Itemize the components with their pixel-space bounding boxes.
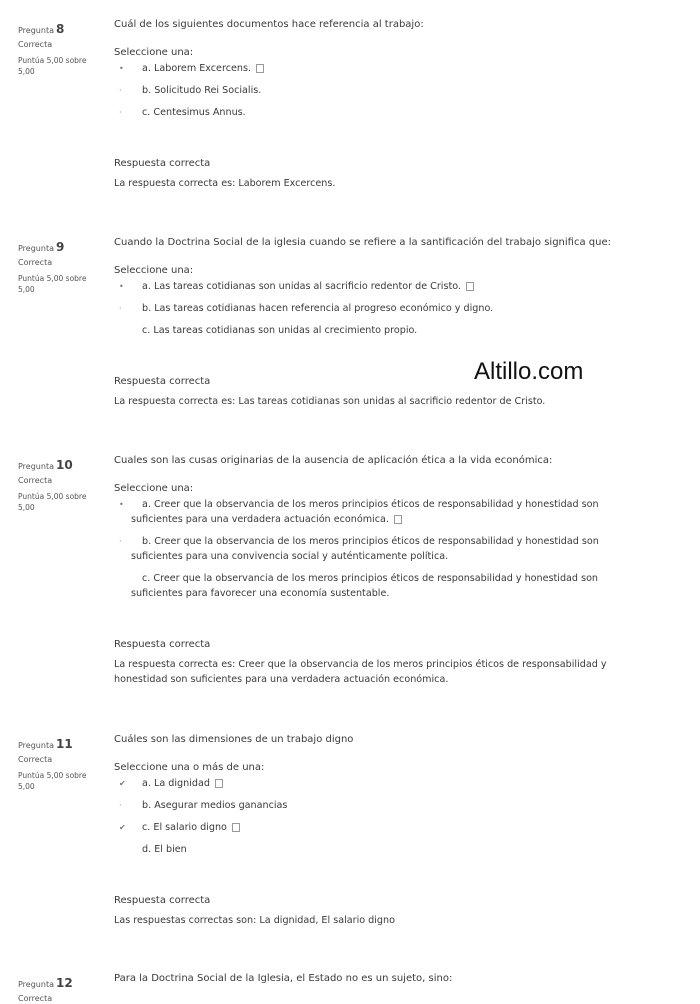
question-info: [18, 236, 108, 295]
option-letter: b.: [142, 85, 152, 96]
correct-check-icon: [232, 823, 240, 832]
feedback-text: La respuesta correcta es: Laborem Excercens.: [114, 178, 336, 189]
option-text: Las tareas cotidianas son unidas al sacrificio redentor de Cristo.: [154, 281, 461, 292]
option-letter: c.: [142, 107, 151, 118]
question-number: 12: [55, 976, 73, 990]
feedback-text: Las respuestas correctas son: La dignidad, El salario digno: [114, 915, 395, 926]
option-text: Creer que la observancia de los meros principios éticos de responsabilidad y honestidad son suficientes para una verdadera actuación económica.: [131, 499, 599, 525]
question-content: [114, 733, 684, 928]
option-letter: c.: [142, 573, 151, 584]
option-text: La dignidad: [154, 778, 210, 789]
question-label: Pregunta: [18, 980, 54, 989]
answer-option-c[interactable]: [114, 323, 684, 338]
option-text: Asegurar medios ganancias: [154, 800, 288, 811]
question-number: 8: [55, 22, 65, 36]
option-letter: b.: [142, 303, 152, 314]
option-letter: b.: [142, 800, 152, 811]
question-state: Correcta: [18, 40, 53, 49]
question-info: [18, 733, 108, 792]
answer-option-a[interactable]: [114, 776, 684, 791]
option-letter: a.: [142, 63, 151, 74]
answer-prompt: Seleccione una:: [114, 47, 194, 58]
option-text: Centesimus Annus.: [153, 107, 246, 118]
answer-option-c[interactable]: [114, 820, 684, 835]
feedback-label: Respuesta correcta: [114, 376, 211, 387]
question-content: [114, 454, 634, 687]
option-letter: c.: [142, 822, 151, 833]
checkmark-icon: ✔: [119, 779, 126, 788]
feedback-text: La respuesta correcta es: Las tareas cotidianas son unidas al sacrificio redentor de Cristo.: [114, 396, 546, 407]
question-grade: Puntúa 5,00 sobre 5,00: [18, 274, 87, 294]
question-label: Pregunta: [18, 462, 54, 471]
question-grade: Puntúa 5,00 sobre 5,00: [18, 492, 87, 512]
question-state: Correcta: [18, 755, 53, 764]
correct-check-icon: [394, 515, 402, 524]
question-text: Cuando la Doctrina Social de la iglesia cuando se refiere a la santificación del trabajo significa que:: [114, 237, 611, 248]
option-letter: a.: [142, 499, 151, 510]
question-content: [114, 236, 684, 409]
bullet-icon: ·: [119, 86, 122, 95]
feedback-label: Respuesta correcta: [114, 158, 211, 169]
bullet-icon: •: [119, 500, 124, 509]
answer-option-b[interactable]: [114, 83, 684, 98]
question-text: Cuáles son las dimensiones de un trabajo digno: [114, 734, 354, 745]
watermark-text: Altillo.com: [474, 358, 584, 385]
option-text: Las tareas cotidianas hacen referencia al progreso económico y digno.: [154, 303, 494, 314]
answer-option-a[interactable]: [114, 497, 634, 527]
answer-prompt: Seleccione una:: [114, 483, 194, 494]
answer-option-c[interactable]: [114, 571, 634, 601]
question-grade: Puntúa 5,00 sobre 5,00: [18, 771, 87, 791]
question-label: Pregunta: [18, 244, 54, 253]
bullet-icon: ·: [119, 537, 122, 546]
question-text: Cuál de los siguientes documentos hace referencia al trabajo:: [114, 19, 424, 30]
option-text: Las tareas cotidianas son unidas al crecimiento propio.: [153, 325, 418, 336]
question-label: Pregunta: [18, 26, 54, 35]
feedback-text: La respuesta correcta es: Creer que la observancia de los meros principios éticos de responsabilidad y honestidad son suficientes para una verdadera actuación económica.: [114, 659, 607, 685]
question-number: 10: [55, 458, 73, 472]
question-number: 9: [55, 240, 65, 254]
question-label: Pregunta: [18, 741, 54, 750]
answer-prompt: Seleccione una o más de una:: [114, 762, 265, 773]
question-grade: Puntúa 5,00 sobre 5,00: [18, 56, 87, 76]
question-info: [18, 18, 108, 77]
question-info: [18, 972, 108, 1003]
option-text: Creer que la observancia de los meros principios éticos de responsabilidad y honestidad son suficientes para favorecer una economía sustentable.: [131, 573, 599, 599]
question-content: [114, 972, 684, 986]
option-text: El salario digno: [153, 822, 227, 833]
question-text: Cuales son las cusas originarias de la ausencia de aplicación ética a la vida económica:: [114, 455, 553, 466]
question-state: Correcta: [18, 258, 53, 267]
option-letter: c.: [142, 325, 151, 336]
answer-option-d[interactable]: [114, 842, 684, 857]
question-text: Para la Doctrina Social de la Iglesia, el Estado no es un sujeto, sino:: [114, 973, 453, 984]
option-text: El bien: [154, 844, 187, 855]
question-state: Correcta: [18, 476, 53, 485]
checkmark-icon: ✔: [119, 823, 126, 832]
question-content: [114, 18, 684, 191]
question-state: Correcta: [18, 994, 53, 1003]
option-letter: a.: [142, 778, 151, 789]
answer-option-b[interactable]: [114, 301, 684, 316]
feedback-label: Respuesta correcta: [114, 639, 211, 650]
correct-check-icon: [466, 282, 474, 291]
answer-option-b[interactable]: [114, 534, 634, 564]
option-letter: a.: [142, 281, 151, 292]
correct-check-icon: [215, 779, 223, 788]
bullet-icon: ·: [119, 304, 122, 313]
bullet-icon: •: [119, 282, 124, 291]
answer-option-a[interactable]: [114, 279, 684, 294]
option-text: Creer que la observancia de los meros principios éticos de responsabilidad y honestidad son suficientes para una convivencia social y auténticamente política.: [131, 536, 599, 562]
correct-check-icon: [256, 64, 264, 73]
option-letter: d.: [142, 844, 152, 855]
answer-option-b[interactable]: [114, 798, 684, 813]
bullet-icon: ·: [119, 801, 122, 810]
option-text: Laborem Excercens.: [154, 63, 252, 74]
answer-option-c[interactable]: [114, 105, 684, 120]
option-text: Solicitudo Rei Socialis.: [154, 85, 262, 96]
question-number: 11: [55, 737, 73, 751]
answer-prompt: Seleccione una:: [114, 265, 194, 276]
bullet-icon: ·: [119, 108, 122, 117]
answer-option-a[interactable]: [114, 61, 684, 76]
option-letter: b.: [142, 536, 152, 547]
question-info: [18, 454, 108, 513]
feedback-label: Respuesta correcta: [114, 895, 211, 906]
bullet-icon: •: [119, 64, 124, 73]
